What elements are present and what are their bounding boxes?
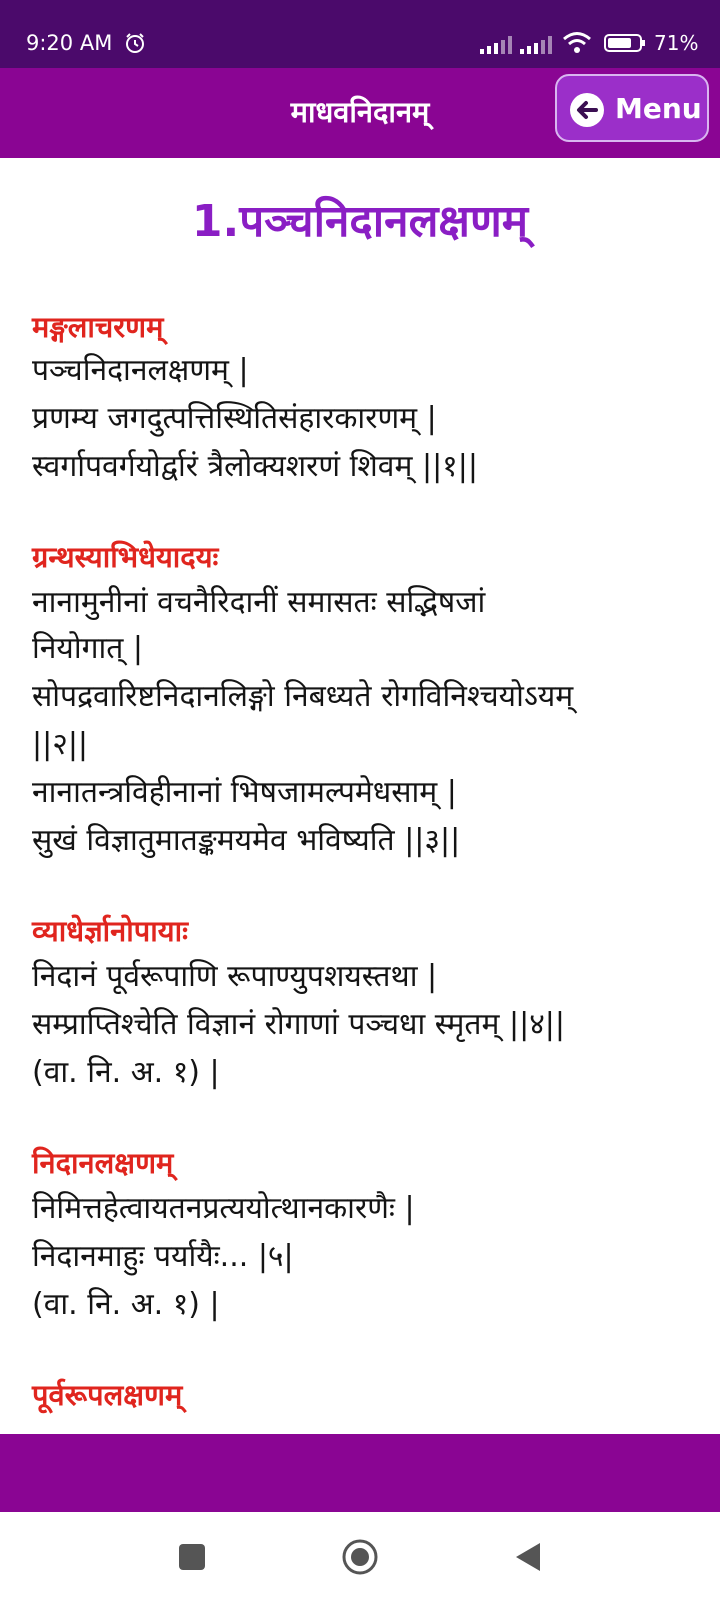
- verse-line: सोपद्रवारिष्टनिदानलिङ्गो निबध्यते रोगविनिश्चयोऽयम्: [32, 679, 574, 714]
- signal-icon: [520, 36, 554, 54]
- bottom-banner-bar: [0, 1434, 720, 1512]
- verse-line: सम्प्राप्तिश्चेति विज्ञानं रोगाणां पञ्चधा स्मृतम् ||४||: [32, 1007, 566, 1042]
- section-heading: पूर्वरूपलक्षणम्: [32, 1378, 183, 1412]
- recent-apps-icon[interactable]: [177, 1542, 207, 1572]
- verse-line: ||२||: [32, 727, 89, 762]
- status-bar: [0, 0, 720, 68]
- system-nav-bar: [0, 1512, 720, 1600]
- section-heading: मङ्गलाचरणम्: [32, 310, 164, 344]
- app-bar: [0, 68, 720, 158]
- back-icon[interactable]: [512, 1540, 544, 1574]
- menu-button-label: Menu: [615, 92, 702, 125]
- content-scroll-area[interactable]: [0, 158, 720, 1434]
- status-time: 9:20 AM: [26, 31, 113, 55]
- verse-line: नियोगात् |: [32, 631, 143, 666]
- section-heading: व्याधेर्ज्ञानोपायाः: [32, 914, 188, 948]
- wifi-icon: [562, 30, 592, 54]
- alarm-icon: [124, 32, 146, 54]
- verse-line: स्वर्गापवर्गयोर्द्वारं त्रैलोक्यशरणं शिवम् ||१||: [32, 449, 478, 484]
- verse-line: (वा. नि. अ. १) |: [32, 1287, 220, 1322]
- verse-line: निदानं पूर्वरूपाणि रूपाण्युपशयस्तथा |: [32, 959, 438, 994]
- verse-line: नानातन्त्रविहीनानां भिषजामल्पमेधसाम् |: [32, 775, 457, 810]
- arrow-left-circle-icon: [569, 92, 605, 128]
- home-icon[interactable]: [341, 1538, 379, 1576]
- battery-icon: [604, 33, 646, 53]
- verse-line: प्रणम्य जगदुत्पत्तिस्थितिसंहारकारणम् |: [32, 401, 437, 436]
- verse-line: निमित्तहेत्वायतनप्रत्ययोत्थानकारणैः |: [32, 1191, 415, 1226]
- verse-line: निदानमाहुः पर्यायैः... |५|: [32, 1239, 294, 1274]
- verse-line: (वा. नि. अ. १) |: [32, 1055, 220, 1090]
- battery-percentage: 71%: [654, 31, 699, 55]
- chapter-title: 1.पञ्चनिदानलक्षणम्: [191, 196, 529, 247]
- verse-line: नानामुनीनां वचनैरिदानीं समासतः सद्भिषजां: [32, 585, 486, 620]
- menu-button[interactable]: [555, 74, 709, 142]
- app-title: माधवनिदानम्: [290, 95, 430, 129]
- section-heading: निदानलक्षणम्: [32, 1146, 174, 1180]
- section-heading: ग्रन्थस्याभिधेयादयः: [32, 540, 219, 574]
- verse-line: सुखं विज्ञातुमातङ्कमयमेव भविष्यति ||३||: [32, 823, 461, 858]
- signal-icon: [480, 36, 514, 54]
- verse-line: पञ्चनिदानलक्षणम् |: [32, 353, 249, 388]
